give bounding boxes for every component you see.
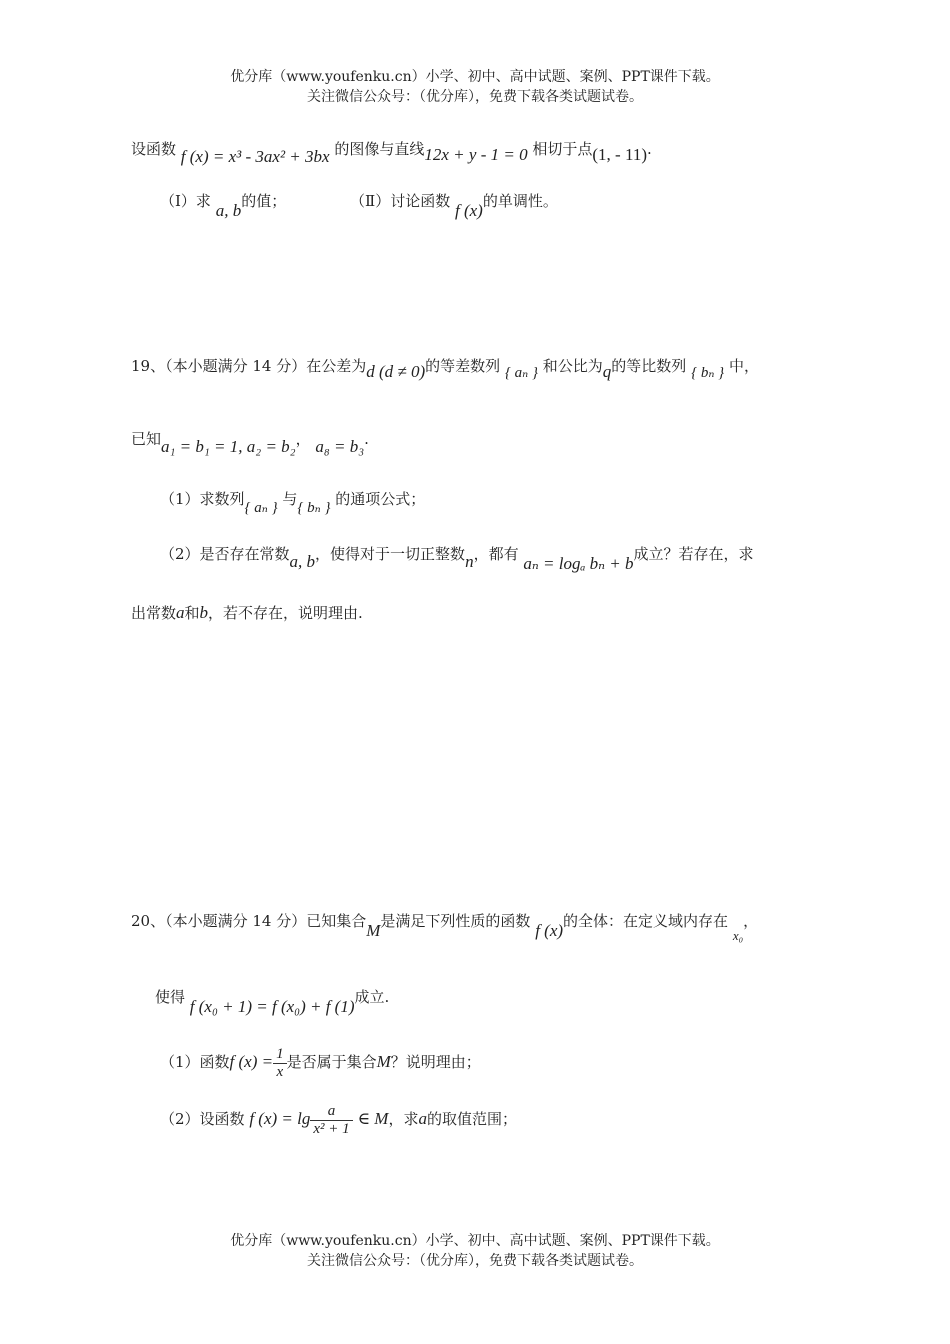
q20-part1-label: （1）函数 [160, 1053, 230, 1071]
footer-line-1: 优分库（www.youfenku.cn）小学、初中、高中试题、案例、PPT课件下载。 [230, 1233, 720, 1249]
q19-part2-and: 和 [184, 604, 200, 622]
q19-an: { aₙ } [504, 365, 538, 381]
q19-part1-mid: 与 [282, 490, 298, 508]
q20-text-b: 的全体：在定义域内存在 [563, 912, 729, 930]
q19-part1-label: （1）求数列 [160, 490, 245, 508]
q20-part1 [160, 1046, 481, 1086]
q20-part2-end: 的取值范围； [426, 1110, 517, 1128]
q19-part1 [160, 488, 426, 516]
q20-part2 [160, 1103, 517, 1147]
q19-part2-b: b [199, 603, 209, 622]
q19-stem [131, 355, 759, 381]
q18-point: (1, - 11) [592, 145, 647, 164]
q19-part2-cont-end: ，若不存在，说明理由. [208, 604, 363, 622]
q20-part1-fraction [273, 1046, 287, 1080]
q20-part2-a: a [418, 1109, 427, 1128]
q19-known-expr2: a₈ = b₃ [315, 437, 365, 456]
q20-part2-fraction [310, 1103, 352, 1137]
q20-cond-expr: f (x₀ + 1) = f (x₀) + f (1) [189, 997, 355, 1016]
q19-part2-cont-a: 出常数 [131, 604, 177, 622]
q20-part2-label: （2）设函数 [160, 1110, 245, 1128]
q19-part2-mid2: ，都有 [473, 545, 519, 563]
q18-part1-label: （Ⅰ）求 [160, 192, 211, 210]
q20-part2-lhs: f (x) = lg [249, 1109, 311, 1128]
q18-part2-func: f (x) [454, 201, 483, 220]
q18-intro-c: 相切于点 [532, 140, 593, 158]
q20-text-c: ， [743, 912, 759, 930]
q18-part2 [350, 190, 558, 220]
q19-d-expr: d (d ≠ 0) [366, 362, 426, 381]
q20-part1-den: x [276, 1063, 284, 1080]
q18-part1-end: 的值； [241, 192, 287, 210]
q20-M: M [366, 921, 381, 940]
q19-part2-a: a [176, 603, 185, 622]
q18-function: f (x) = x³ - 3ax² + 3bx [180, 147, 330, 166]
q20-fx: f (x) [535, 921, 564, 940]
q20-stem [131, 910, 759, 943]
q19-part2 [160, 543, 754, 573]
q19-bn: { bₙ } [691, 365, 725, 381]
q20-condition [155, 986, 390, 1016]
q19-part2-vars: a, b [289, 552, 316, 571]
q18-part2-label: （Ⅱ）讨论函数 [350, 192, 451, 210]
q18-part1-vars: a, b [215, 201, 242, 220]
q19-text-b: 和公比为 [542, 357, 603, 375]
q18-stem [131, 138, 652, 166]
q18-part2-end: 的单调性。 [482, 192, 558, 210]
q19-part1-an: { aₙ } [244, 500, 278, 516]
header-line-1: 优分库（www.youfenku.cn）小学、初中、高中试题、案例、PPT课件下载。 [230, 69, 720, 85]
q18-part1 [160, 190, 287, 220]
q18-intro-end: . [646, 140, 652, 158]
q20-part2-in: ∈ M [357, 1109, 389, 1128]
q19-part2-cont [131, 602, 363, 623]
q19-part2-n: n [465, 552, 474, 571]
q19-part2-end: 成立？若存在，求 [633, 545, 754, 563]
q19-part1-end: 的通项公式； [335, 490, 426, 508]
footer-line-2: 关注微信公众号：（优分库），免费下载各类试题试卷。 [307, 1253, 643, 1269]
q20-part1-lhs: f (x) = [229, 1052, 274, 1071]
q20-text-a: 是满足下列性质的函数 [380, 912, 531, 930]
q19-known-expr1: a₁ = b₁ = 1, a₂ = b₂ [161, 437, 296, 456]
q19-q: q [602, 362, 612, 381]
q19-text-a: 的等差数列 [425, 357, 501, 375]
q19-part1-bn: { bₙ } [297, 500, 331, 516]
q19-number: 19、（本小题满分 14 分）在公差为 [131, 357, 367, 375]
q20-part1-M: M [376, 1052, 391, 1071]
q19-part2-expr: aₙ = logₐ bₙ + b [523, 554, 634, 573]
q20-part1-end: ？说明理由； [390, 1053, 481, 1071]
q20-part2-num: a [310, 1103, 352, 1121]
q19-text-d: 中， [728, 357, 759, 375]
q19-known-label: 已知 [131, 430, 162, 448]
q19-part2-mid: ，使得对于一切正整数 [315, 545, 466, 563]
q20-part2-mid: ，求 [388, 1110, 419, 1128]
q20-part1-mid: 是否属于集合 [286, 1053, 377, 1071]
q18-line: 12x + y - 1 = 0 [424, 145, 528, 164]
q19-known-end: . [364, 430, 369, 448]
q19-part2-label: （2）是否存在常数 [160, 545, 290, 563]
q20-part1-num: 1 [273, 1046, 287, 1064]
q20-x0: x₀ [732, 928, 744, 943]
header-line-2: 关注微信公众号：（优分库），免费下载各类试题试卷。 [307, 89, 643, 105]
q20-number: 20、（本小题满分 14 分）已知集合 [131, 912, 367, 930]
q20-part2-den: x² + 1 [313, 1120, 350, 1137]
q18-intro-a: 设函数 [131, 140, 177, 158]
q19-known [131, 428, 369, 456]
q20-cond-label: 使得 [155, 988, 186, 1006]
q19-known-sep: ， [295, 430, 311, 448]
q20-cond-end: 成立. [354, 988, 390, 1006]
q19-text-c: 的等比数列 [611, 357, 687, 375]
q18-intro-b: 的图像与直线 [334, 140, 425, 158]
